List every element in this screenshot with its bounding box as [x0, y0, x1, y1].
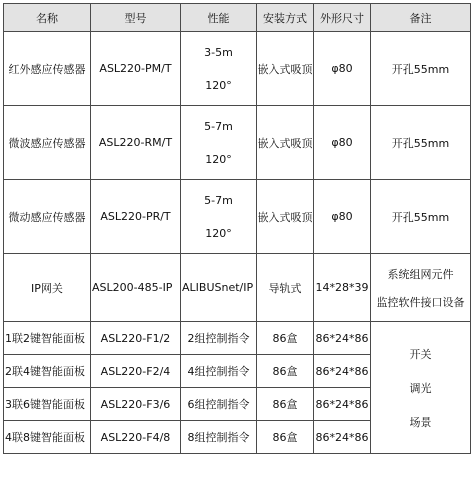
- product-name: 1联2键智能面板: [4, 322, 91, 355]
- product-note: 开孔55mm: [371, 180, 471, 254]
- product-model: ASL220-PR/T: [91, 180, 181, 254]
- product-performance: 4组控制指令: [181, 355, 257, 388]
- panel-notes: [371, 322, 471, 454]
- product-name: 红外感应传感器: [4, 32, 91, 106]
- product-name: 3联6键智能面板: [4, 388, 91, 421]
- product-name: IP网关: [4, 254, 91, 322]
- install-method: 86盒: [257, 388, 314, 421]
- product-size: φ80: [314, 32, 371, 106]
- product-spec-table: [3, 3, 471, 454]
- product-name: 4联8键智能面板: [4, 421, 91, 454]
- header-performance: 性能: [181, 4, 257, 32]
- table-row: [4, 180, 471, 254]
- table-row: [4, 32, 471, 106]
- product-note: [371, 254, 471, 322]
- table-row: [4, 322, 471, 355]
- table-row: [4, 106, 471, 180]
- note-line: 开关: [409, 347, 432, 361]
- header-size: 外形尺寸: [314, 4, 371, 32]
- product-performance: 6组控制指令: [181, 388, 257, 421]
- product-performance: [181, 32, 257, 106]
- product-name: 2联4键智能面板: [4, 355, 91, 388]
- product-model: ASL220-PM/T: [91, 32, 181, 106]
- product-size: 86*24*86: [314, 355, 371, 388]
- header-notes: 备注: [371, 4, 471, 32]
- product-performance: 2组控制指令: [181, 322, 257, 355]
- header-name: 名称: [4, 4, 91, 32]
- product-performance: [181, 180, 257, 254]
- performance-angle: 120°: [205, 78, 232, 92]
- table-row: [4, 254, 471, 322]
- product-name: 微波感应传感器: [4, 106, 91, 180]
- performance-range: 5-7m: [204, 119, 233, 133]
- product-size: 86*24*86: [314, 388, 371, 421]
- header-row: [4, 4, 471, 32]
- install-method: 86盒: [257, 322, 314, 355]
- note-line: 系统组网元件: [387, 267, 454, 281]
- install-method: 嵌入式吸顶: [257, 106, 314, 180]
- product-name: 微动感应传感器: [4, 180, 91, 254]
- performance-angle: 120°: [205, 226, 232, 240]
- performance-range: 5-7m: [204, 193, 233, 207]
- product-model: ASL220-RM/T: [91, 106, 181, 180]
- product-note: 开孔55mm: [371, 32, 471, 106]
- product-size: 14*28*39: [314, 254, 371, 322]
- product-performance: ALIBUSnet/IP: [181, 254, 257, 322]
- note-line: 监控软件接口设备: [376, 295, 465, 309]
- header-model: 型号: [91, 4, 181, 32]
- product-size: 86*24*86: [314, 421, 371, 454]
- product-size: 86*24*86: [314, 322, 371, 355]
- note-line: 调光: [409, 381, 432, 395]
- install-method: 导轨式: [257, 254, 314, 322]
- install-method: 86盒: [257, 421, 314, 454]
- product-model: ASL200-485-IP: [91, 254, 181, 322]
- header-install: 安装方式: [257, 4, 314, 32]
- product-size: φ80: [314, 106, 371, 180]
- note-line: 场景: [409, 415, 432, 429]
- product-size: φ80: [314, 180, 371, 254]
- performance-range: 3-5m: [204, 45, 233, 59]
- product-performance: 8组控制指令: [181, 421, 257, 454]
- install-method: 嵌入式吸顶: [257, 180, 314, 254]
- product-model: ASL220-F2/4: [91, 355, 181, 388]
- install-method: 嵌入式吸顶: [257, 32, 314, 106]
- product-performance: [181, 106, 257, 180]
- performance-angle: 120°: [205, 152, 232, 166]
- product-model: ASL220-F4/8: [91, 421, 181, 454]
- product-model: ASL220-F3/6: [91, 388, 181, 421]
- product-note: 开孔55mm: [371, 106, 471, 180]
- install-method: 86盒: [257, 355, 314, 388]
- product-model: ASL220-F1/2: [91, 322, 181, 355]
